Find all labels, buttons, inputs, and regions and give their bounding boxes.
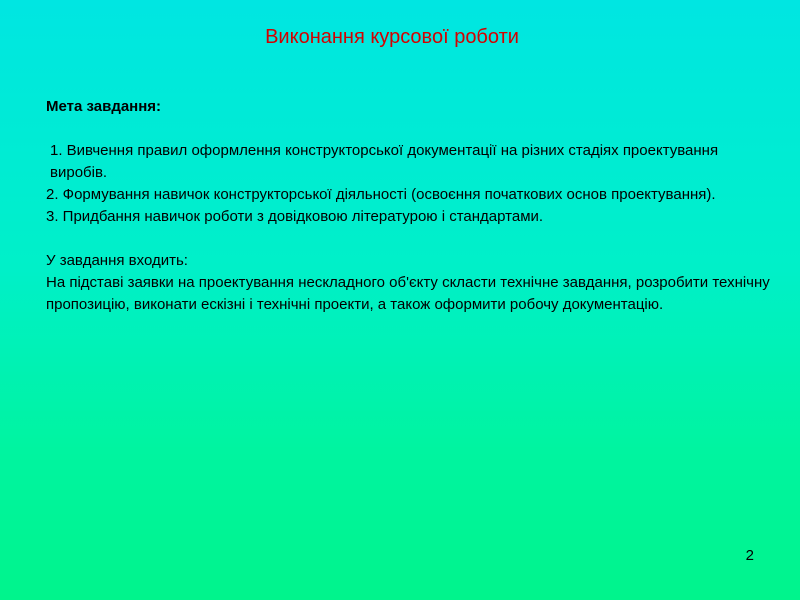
page-number: 2 xyxy=(745,547,754,564)
goal-item-1: 1. Вивчення правил оформлення конструкторської документації на різних стадіях проектування виробів. xyxy=(50,142,719,181)
scope-heading: У завдання входить: xyxy=(46,252,188,269)
goal-heading: Мета завдання: xyxy=(46,98,162,115)
slide-body xyxy=(46,96,776,316)
slide-title: Виконання курсової роботи xyxy=(265,26,519,48)
spacer xyxy=(46,118,776,140)
spacer xyxy=(46,228,776,250)
scope-text: На підставі заявки на проектування нескладного об'єкту скласти технічне завдання, розробити технічну пропозицію, виконати ескізні і технічні проекти, а також оформити робочу документацію. xyxy=(46,274,770,313)
goal-item-2: 2. Формування навичок конструкторської діяльності (освоєння початкових основ проектування). xyxy=(46,186,716,203)
goal-item-3: 3. Придбання навичок роботи з довідковою літературою і стандартами. xyxy=(46,208,544,225)
